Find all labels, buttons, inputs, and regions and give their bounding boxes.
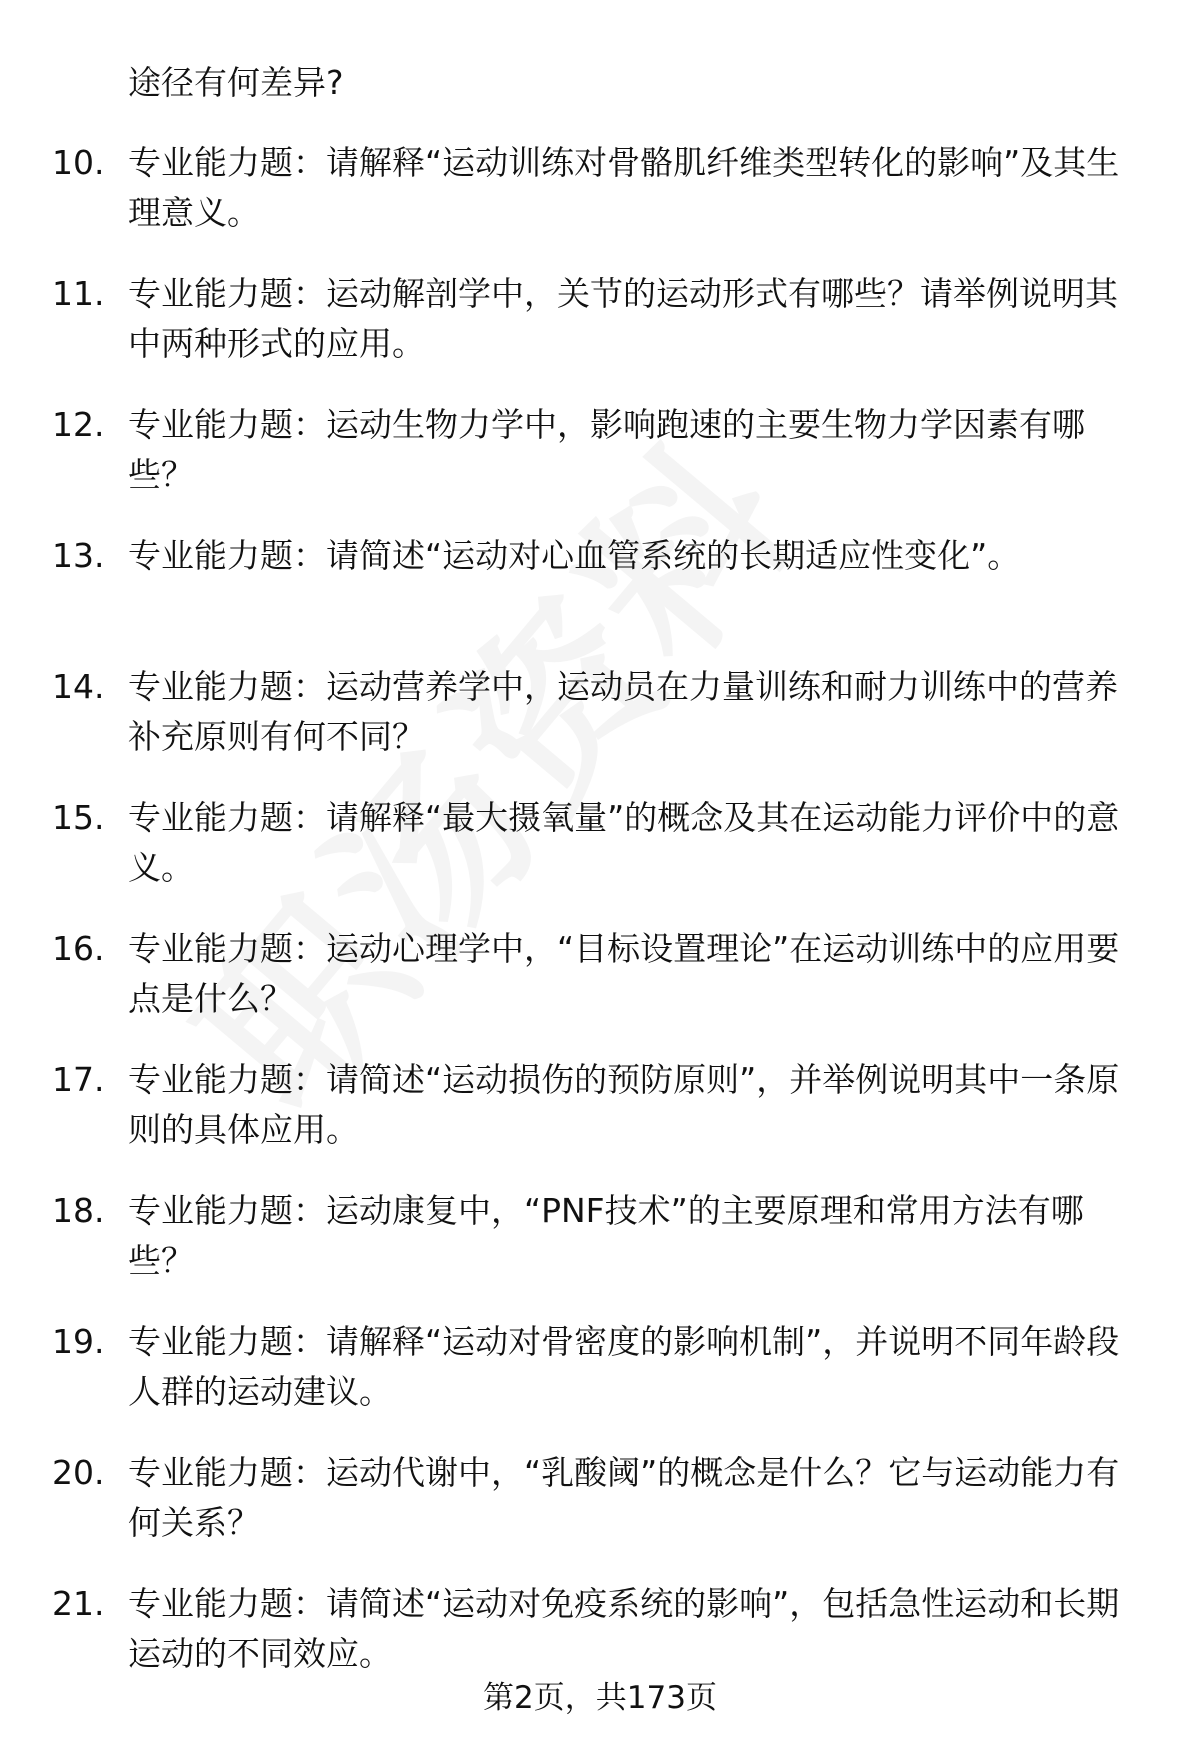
question-number: 14. [52, 667, 105, 706]
question-number: 11. [52, 274, 105, 313]
question-item [52, 924, 1142, 1055]
question-text: 专业能力题：请简述“运动对心血管系统的长期适应性变化”。 [128, 536, 1021, 575]
question-number: 10. [52, 143, 105, 182]
question-number: 13. [52, 536, 105, 575]
page-footer: 第2页，共173页 [483, 1680, 717, 1716]
question-text: 专业能力题：运动生物力学中，影响跑速的主要生物力学因素有哪些？ [128, 405, 1085, 494]
question-text: 专业能力题：运动营养学中，运动员在力量训练和耐力训练中的营养补充原则有何不同？ [128, 667, 1118, 756]
question-item [52, 793, 1142, 924]
question-text: 专业能力题：运动代谢中，“乳酸阈”的概念是什么？它与运动能力有何关系？ [128, 1453, 1120, 1542]
question-text: 专业能力题：请解释“最大摄氧量”的概念及其在运动能力评价中的意义。 [128, 798, 1120, 887]
question-number: 15. [52, 798, 105, 837]
question-number: 21. [52, 1584, 105, 1623]
question-text: 专业能力题：运动心理学中，“目标设置理论”在运动训练中的应用要点是什么？ [128, 929, 1120, 1018]
question-text: 专业能力题：运动解剖学中，关节的运动形式有哪些？请举例说明其中两种形式的应用。 [128, 274, 1118, 363]
question-number: 20. [52, 1453, 105, 1492]
question-list [52, 138, 1142, 1710]
question-text: 专业能力题：请解释“运动训练对骨骼肌纤维类型转化的影响”及其生理意义。 [128, 143, 1120, 232]
question-number: 19. [52, 1322, 105, 1361]
question-number: 12. [52, 405, 105, 444]
question-text: 专业能力题：请简述“运动损伤的预防原则”，并举例说明其中一条原则的具体应用。 [128, 1060, 1120, 1149]
question-item [52, 1186, 1142, 1317]
question-item [52, 531, 1142, 662]
question-item [52, 662, 1142, 793]
question-number: 18. [52, 1191, 105, 1230]
question-text: 专业能力题：请解释“运动对骨密度的影响机制”，并说明不同年龄段人群的运动建议。 [128, 1322, 1120, 1411]
question-item [52, 138, 1142, 269]
question-number: 17. [52, 1060, 105, 1099]
question-item [52, 400, 1142, 531]
question-item [52, 1317, 1142, 1448]
question-item [52, 1055, 1142, 1186]
question-text: 专业能力题：请简述“运动对免疫系统的影响”，包括急性运动和长期运动的不同效应。 [128, 1584, 1120, 1673]
question-item [52, 1448, 1142, 1579]
question-item [52, 269, 1142, 400]
question-text: 专业能力题：运动康复中，“PNF技术”的主要原理和常用方法有哪些？ [128, 1191, 1084, 1280]
continuation-text: 途径有何差异? [128, 63, 344, 102]
question-number: 16. [52, 929, 105, 968]
